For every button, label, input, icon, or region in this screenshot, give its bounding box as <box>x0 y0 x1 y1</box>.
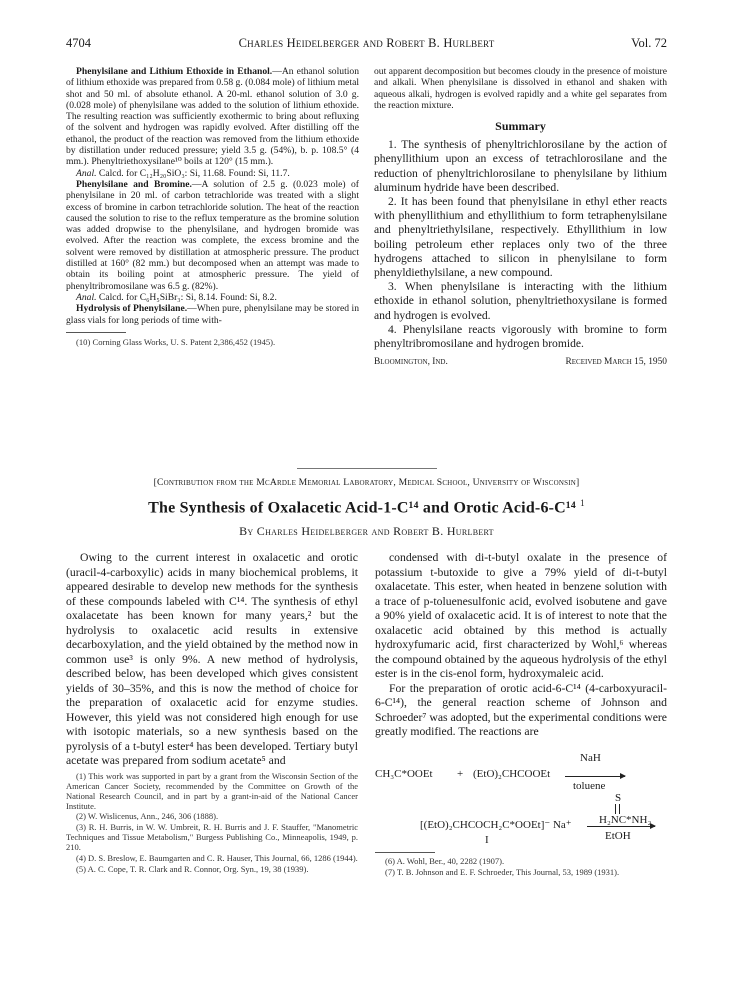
journal-page <box>66 36 667 956</box>
footnote: (7) T. B. Johnson and E. F. Schroeder, This Journal, 53, 1989 (1931). <box>385 866 620 877</box>
footnote-rule <box>375 852 435 853</box>
footnote: (2) W. Wislicenus, Ann., 246, 306 (1888). <box>76 811 219 822</box>
analysis-label: Anal. <box>76 167 97 179</box>
reactant-ester: (EtO)₂CHCOOEt <box>473 767 551 780</box>
intermediate-salt: [(EtO)₂CHCOCH₂C*OOEt]⁻ Na⁺ <box>420 818 572 831</box>
run-in-heading: Phenylsilane and Lithium Ethoxide in Ethanol. <box>76 66 273 77</box>
footnotes <box>375 857 667 878</box>
article-left-column <box>66 551 358 876</box>
contribution-line: [Contribution from the McArdle Memorial Laboratory, Medical School, University of Wisconsin] <box>153 477 580 488</box>
footnote: (1) This work was supported in part by a grant from the Wisconsin Section of the American Cancer Society, recommended by the Committee on Growth of the National Research Council, and in part by a grant-in-aid of the National Cancer Institute. <box>66 770 358 811</box>
signature-line <box>374 357 667 369</box>
volume-label: Vol. 72 <box>631 36 667 50</box>
footnote: (5) A. C. Cope, T. R. Clark and R. Connor, Org. Syn., 19, 38 (1939). <box>76 863 309 874</box>
footnote: (6) A. Wohl, Ber., 40, 2282 (1907). <box>385 855 505 866</box>
paragraph: Owing to the current interest in oxalacetic and orotic (uracil-4-carboxylic) acids in many biochemical problems, it appeared desirable to develop new methods for the synthesis of these compounds labeled with C¹⁴. The synthesis of ethyl oxalacetate has been known for many years,² but the hydrolysis to oxalacetic acid results in extensive decarboxylation, and the yield obtained by the method now in common use³ is only 9%. A new method of hydrolysis, described below, has been developed which gives consistent yields of 30–35%, and this is now the method of choice for the preparation of oxalacetic acid for enzyme studies. However, this yield was not considered high enough for use with isotopic materials, so a new synthesis based on the pyrolysis of a t-butyl ester⁴ has been developed. Tertiary butyl acetate was prepared from sodium acetate⁵ and <box>66 551 358 768</box>
article-right-column <box>375 551 667 878</box>
preceding-right-column <box>374 66 667 369</box>
reaction-scheme <box>375 746 667 846</box>
article-columns <box>66 551 667 956</box>
double-bond <box>615 804 620 814</box>
title-footnote-marker: 1 <box>580 498 585 508</box>
summary-item: 1. The synthesis of phenyltrichlorosilane by the action of phenyllithium upon an excess of tetrachlorosilane and the reduction of phenyltrichlorosilane to phenylsilane by lithium aluminum hydride have been described. <box>374 138 667 194</box>
solvent-ethanol: EtOH <box>605 829 631 842</box>
summary-item: 3. When phenylsilane is interacting with the lithium ethoxide in ethanol solution, phenyltriethoxysilane is formed and hydrogen is evolved. <box>374 280 667 322</box>
title-text: The Synthesis of Oxalacetic Acid-1-C¹⁴ and Orotic Acid-6-C¹⁴ <box>148 499 576 517</box>
reagent-thiourea: H₂NC*NH₂ <box>599 813 652 826</box>
run-in-heading: Hydrolysis of Phenylsilane. <box>76 303 188 315</box>
paragraph: For the preparation of orotic acid-6-C¹⁴ (4-carboxyuracil-6-C¹⁴), the general reaction scheme of Johnson and Schroeder⁷ was adopted, but the experimental conditions were greatly modified. The reactions are <box>375 681 667 739</box>
summary-heading: Summary <box>495 119 546 134</box>
body-text <box>375 551 667 740</box>
experimental-paragraph <box>66 303 359 326</box>
footnotes <box>66 337 359 347</box>
experimental-paragraph <box>66 66 359 168</box>
preceding-article-columns <box>66 66 667 468</box>
footnote: (3) R. H. Burris, in W. W. Umbreit, R. H. Burris and J. F. Stauffer, "Manometric Techniques and Tissue Metabolism," Burgess Publishing Co., Minneapolis, 1949, p. 210. <box>66 822 358 853</box>
section-divider <box>297 468 437 469</box>
reactant-acetate: CH₃C*OOEt <box>375 767 433 780</box>
analysis-label: Anal. <box>76 291 97 303</box>
experimental-paragraph <box>66 179 359 292</box>
footnote: (10) Corning Glass Works, U. S. Patent 2,386,452 (1945). <box>76 336 276 347</box>
footnote: (4) D. S. Breslow, E. Baumgarten and C. R. Hauser, This Journal, 66, 1286 (1944). <box>76 853 358 864</box>
summary-list <box>374 138 667 351</box>
summary-item: 2. It has been found that phenylsilane in ethyl ether reacts with phenyllithium and ethyllithium to form tetraphenylsilane and phenyltriethylsilane, respectively. Ethyllithium in low boiling petroleum ether replaces only two of the three hydrogens attached to silicon in phenylsilane to form phenyldiethylsilane, a new compound. <box>374 195 667 280</box>
analysis-line <box>66 168 359 179</box>
paragraph: condensed with di-t-butyl oxalate in the presence of potassium t-butoxide to give a 79% yield of di-t-butyl oxalacetate. This ester, when heated in benzene solution with a trace of p-toluenesulfonic acid, evolved isobutene and gave a 90% yield of oxalacetic acid. It is of interest to note that the oxalacetic acid obtained by this method is actually hydroxyfumaric acid, first characterized by Wohl,⁶ whereas the compound obtained by the aqueous hydrolysis of the ethyl ester is in the cis-enol form, hydroxymaleic acid. <box>375 551 667 681</box>
body-text <box>66 551 358 769</box>
analysis-line <box>66 292 359 303</box>
sulfur-atom: S <box>615 791 622 804</box>
running-title: Charles Heidelberger and Robert B. Hurlbert <box>238 36 495 50</box>
continued-text <box>374 66 667 111</box>
authors-line: By Charles Heidelberger and Robert B. Hurlbert <box>239 524 494 539</box>
received-date: Received March 15, 1950 <box>565 357 667 368</box>
paragraph-text: out apparent decomposition but becomes cloudy in the presence of moisture and alkali. When phenylsilane is dissolved in ethanol and shaken with aqueous alkali, hydrogen is evolved rapidly and a white gel separates from the reaction mixture. <box>374 66 667 111</box>
paragraph-text: —When pure, phenylsilane may be stored in glass vials for long periods of time with- <box>66 303 360 326</box>
preceding-left-column <box>66 66 359 348</box>
analysis-text: Calcd. for C₆H₅SiBr₃: Si, 8.14. Found: Si, 8.2. <box>96 291 277 303</box>
running-header <box>66 36 667 56</box>
reaction-arrow <box>565 776 625 777</box>
page-number: 4704 <box>66 36 91 50</box>
summary-item: 4. Phenylsilane reacts vigorously with bromine to form phenyltribromosilane and hydrogen bromide. <box>374 322 667 351</box>
run-in-heading: Phenylsilane and Bromine. <box>76 178 192 190</box>
analysis-text: Calcd. for C₁₂H₂₀SiO₃: Si, 11.68. Found: Si, 11.7. <box>96 167 290 179</box>
solvent-toluene: toluene <box>573 779 606 792</box>
article-title <box>66 498 667 517</box>
place: Bloomington, Ind. <box>374 357 448 368</box>
footnotes <box>66 772 358 875</box>
paragraph-text: —A solution of 2.5 g. (0.023 mole) of phenylsilane in 20 ml. of carbon tetrachloride was treated with a slight excess of bromine in carbon tetrachloride solution. The heat of the reaction caused the solution to rise to the reflux temperature as the bromine solution was added dropwise to the phenylsilane, and hydrogen bromide was evolved. After the reaction was complete, the excess bromine and the solvent were removed by distillation at atmospheric pressure. The product distilled at 160° (82 mm.) but decomposed when an attempt was made to obtain its boiling point at atmospheric pressure. The yield of phenyltribromosilane was 6.5 g. (82%). <box>66 178 359 292</box>
reagent-nah: NaH <box>580 751 601 764</box>
reaction-arrow <box>587 826 655 827</box>
compound-label: I <box>485 833 489 846</box>
paragraph-text: —An ethanol solution of lithium ethoxide was prepared from 0.58 g. (0.084 mole) of lithium metal shot and 50 ml. of absolute ethanol. A 20-ml. ethanol solution of 3.0 g. (0.028 mole) of phenylsilane was added to the solution of lithium ethoxide. The resulting reaction was sufficiently exothermic to bring about refluxing of the solvent and hydrogen was rapidly evolved. After distilling off the ethanol, the product of the reaction was removed from the lithium ethoxide by distillation under reduced pressure; yield 3.5 g. (54%), b. p. 108.5° (4 mm.). Phenyltriethoxysilane¹⁰ boils at 120° (15 mm.). <box>66 66 359 168</box>
footnote-rule <box>66 332 126 333</box>
plus-sign: + <box>457 767 464 780</box>
